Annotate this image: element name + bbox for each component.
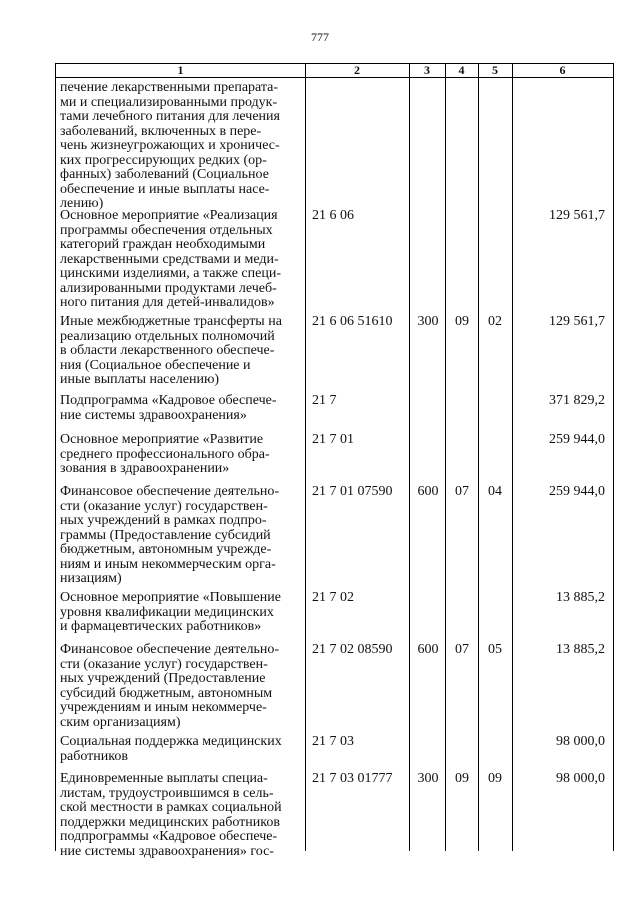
description-line: ализированными продуктами лечеб- — [60, 280, 277, 296]
header-col-6: 6 — [559, 63, 566, 77]
header-col-3: 3 — [424, 63, 430, 77]
description-line: бюджетным, автономным учрежде- — [60, 542, 272, 557]
description-line: тами лечебного питания для лечения — [60, 109, 280, 124]
row-description — [60, 735, 304, 764]
description-line: и фармацевтических работников» — [60, 619, 262, 634]
description-line: лению) — [60, 196, 104, 211]
description-line: ской местности в рамках социальной — [60, 800, 282, 815]
row-col-3: 600 — [417, 484, 439, 499]
row-col-5: 05 — [488, 642, 502, 657]
description-line: листам, трудоустроившимся в сель- — [60, 785, 274, 801]
row-code: 21 7 01 07590 — [312, 484, 393, 499]
row-description — [60, 643, 304, 730]
row-col-5: 09 — [488, 771, 502, 786]
description-line: подпрограммы «Кадровое обеспече- — [60, 829, 278, 844]
row-col-5: 02 — [488, 314, 502, 329]
row-description — [60, 209, 304, 311]
row-amount: 13 885,2 — [556, 642, 605, 657]
description-line: низациям) — [60, 571, 122, 586]
description-line: граммы (Предоставление субсидий — [60, 527, 271, 543]
header-rule — [56, 77, 613, 78]
description-line: Финансовое обеспечение деятельно- — [60, 484, 280, 499]
description-line: учреждениям и иным некоммерче- — [60, 700, 267, 715]
row-amount: 259 944,0 — [549, 432, 605, 447]
row-code: 21 7 03 01777 — [312, 771, 393, 786]
column-divider — [445, 64, 446, 851]
row-col-4: 09 — [455, 314, 469, 329]
description-line: ных учреждений в рамках подпро- — [60, 513, 267, 528]
description-line: ским организациям) — [60, 714, 181, 730]
row-amount: 259 944,0 — [549, 484, 605, 499]
description-line: заболеваний, включенных в пере- — [60, 123, 262, 139]
description-line: ких прогрессирующих редких (ор- — [60, 152, 267, 168]
row-amount: 13 885,2 — [556, 590, 605, 605]
description-line: поддержки медицинских работников — [60, 814, 280, 830]
description-line: цинскими изделиями, а также специ- — [60, 266, 281, 281]
description-line: Иные межбюджетные трансферты на — [60, 314, 282, 329]
description-line: программы обеспечения отдельных — [60, 222, 273, 238]
row-amount: 371 829,2 — [549, 393, 605, 408]
description-line: сти (оказание услуг) государствен- — [60, 656, 268, 672]
row-description — [60, 394, 304, 423]
row-col-4: 09 — [455, 771, 469, 786]
row-col-4: 07 — [455, 484, 469, 499]
header-col-4: 4 — [458, 63, 465, 77]
description-line: Социальная поддержка медицинских — [60, 734, 282, 749]
description-line: Основное мероприятие «Повышение — [60, 590, 281, 605]
description-line: Основное мероприятие «Развитие — [60, 432, 264, 447]
description-line: ние системы здравоохранения» гос- — [60, 843, 274, 859]
description-line: Основное мероприятие «Реализация — [60, 208, 278, 223]
row-col-4: 07 — [455, 642, 469, 657]
header-col-2: 2 — [354, 63, 360, 77]
description-line: категорий граждан необходимыми — [60, 237, 266, 252]
column-divider — [409, 64, 410, 851]
row-code: 21 6 06 — [312, 208, 354, 223]
page-number: 777 — [311, 30, 329, 44]
row-col-3: 300 — [417, 771, 439, 786]
row-code: 21 7 02 08590 — [312, 642, 393, 657]
row-code: 21 6 06 51610 — [312, 314, 393, 329]
row-col-3: 600 — [417, 642, 439, 657]
description-line: в области лекарственного обеспече- — [60, 343, 275, 358]
row-amount: 98 000,0 — [556, 734, 605, 749]
description-line: печение лекарственными препарата- — [60, 80, 279, 95]
description-line: сти (оказание услуг) государствен- — [60, 498, 268, 514]
description-line: обеспечение и иные выплаты насе- — [60, 181, 270, 197]
description-line: реализацию отдельных полномочий — [60, 328, 275, 344]
row-description — [60, 433, 304, 477]
row-description — [60, 315, 304, 388]
row-description — [60, 485, 304, 587]
row-code: 21 7 01 — [312, 432, 354, 447]
description-line: среднего профессионального обра- — [60, 446, 270, 462]
description-line: работников — [60, 748, 128, 764]
description-line: зования в здравоохранении» — [60, 461, 230, 476]
description-line: ние системы здравоохранения» — [60, 407, 247, 423]
row-amount: 129 561,7 — [549, 208, 605, 223]
row-description — [60, 81, 304, 212]
row-description — [60, 591, 304, 635]
header-col-1: 1 — [177, 63, 184, 77]
column-divider — [478, 64, 479, 851]
description-line: субсидий бюджетным, автономным — [60, 685, 273, 701]
row-amount: 98 000,0 — [556, 771, 605, 786]
description-line: Единовременные выплаты специа- — [60, 771, 268, 786]
header-col-5: 5 — [492, 63, 498, 77]
description-line: уровня квалификации медицинских — [60, 604, 274, 620]
description-line: ниям и иным некоммерческим орга- — [60, 556, 276, 572]
row-code: 21 7 — [312, 393, 337, 408]
budget-table — [55, 63, 614, 859]
description-line: Подпрограмма «Кадровое обеспече- — [60, 393, 277, 408]
row-col-3: 300 — [417, 314, 439, 329]
row-amount: 129 561,7 — [549, 314, 605, 329]
description-line: чень жизнеугрожающих и хроничес- — [60, 138, 280, 153]
row-description — [60, 772, 304, 859]
description-line: Финансовое обеспечение деятельно- — [60, 642, 280, 657]
description-line: ми и специализированными продук- — [60, 94, 278, 110]
row-code: 21 7 02 — [312, 590, 354, 605]
description-line: ного питания для детей-инвалидов» — [60, 295, 275, 310]
description-line: ных учреждений (Предоставление — [60, 671, 266, 686]
row-code: 21 7 03 — [312, 734, 354, 749]
column-divider — [305, 64, 306, 851]
row-col-5: 04 — [488, 484, 502, 499]
description-line: ния (Социальное обеспечение и — [60, 357, 251, 373]
description-line: фанных) заболеваний (Социальное — [60, 167, 269, 182]
column-divider — [512, 64, 513, 851]
description-line: иные выплаты населению) — [60, 372, 220, 387]
description-line: лекарственными средствами и меди- — [60, 251, 279, 267]
